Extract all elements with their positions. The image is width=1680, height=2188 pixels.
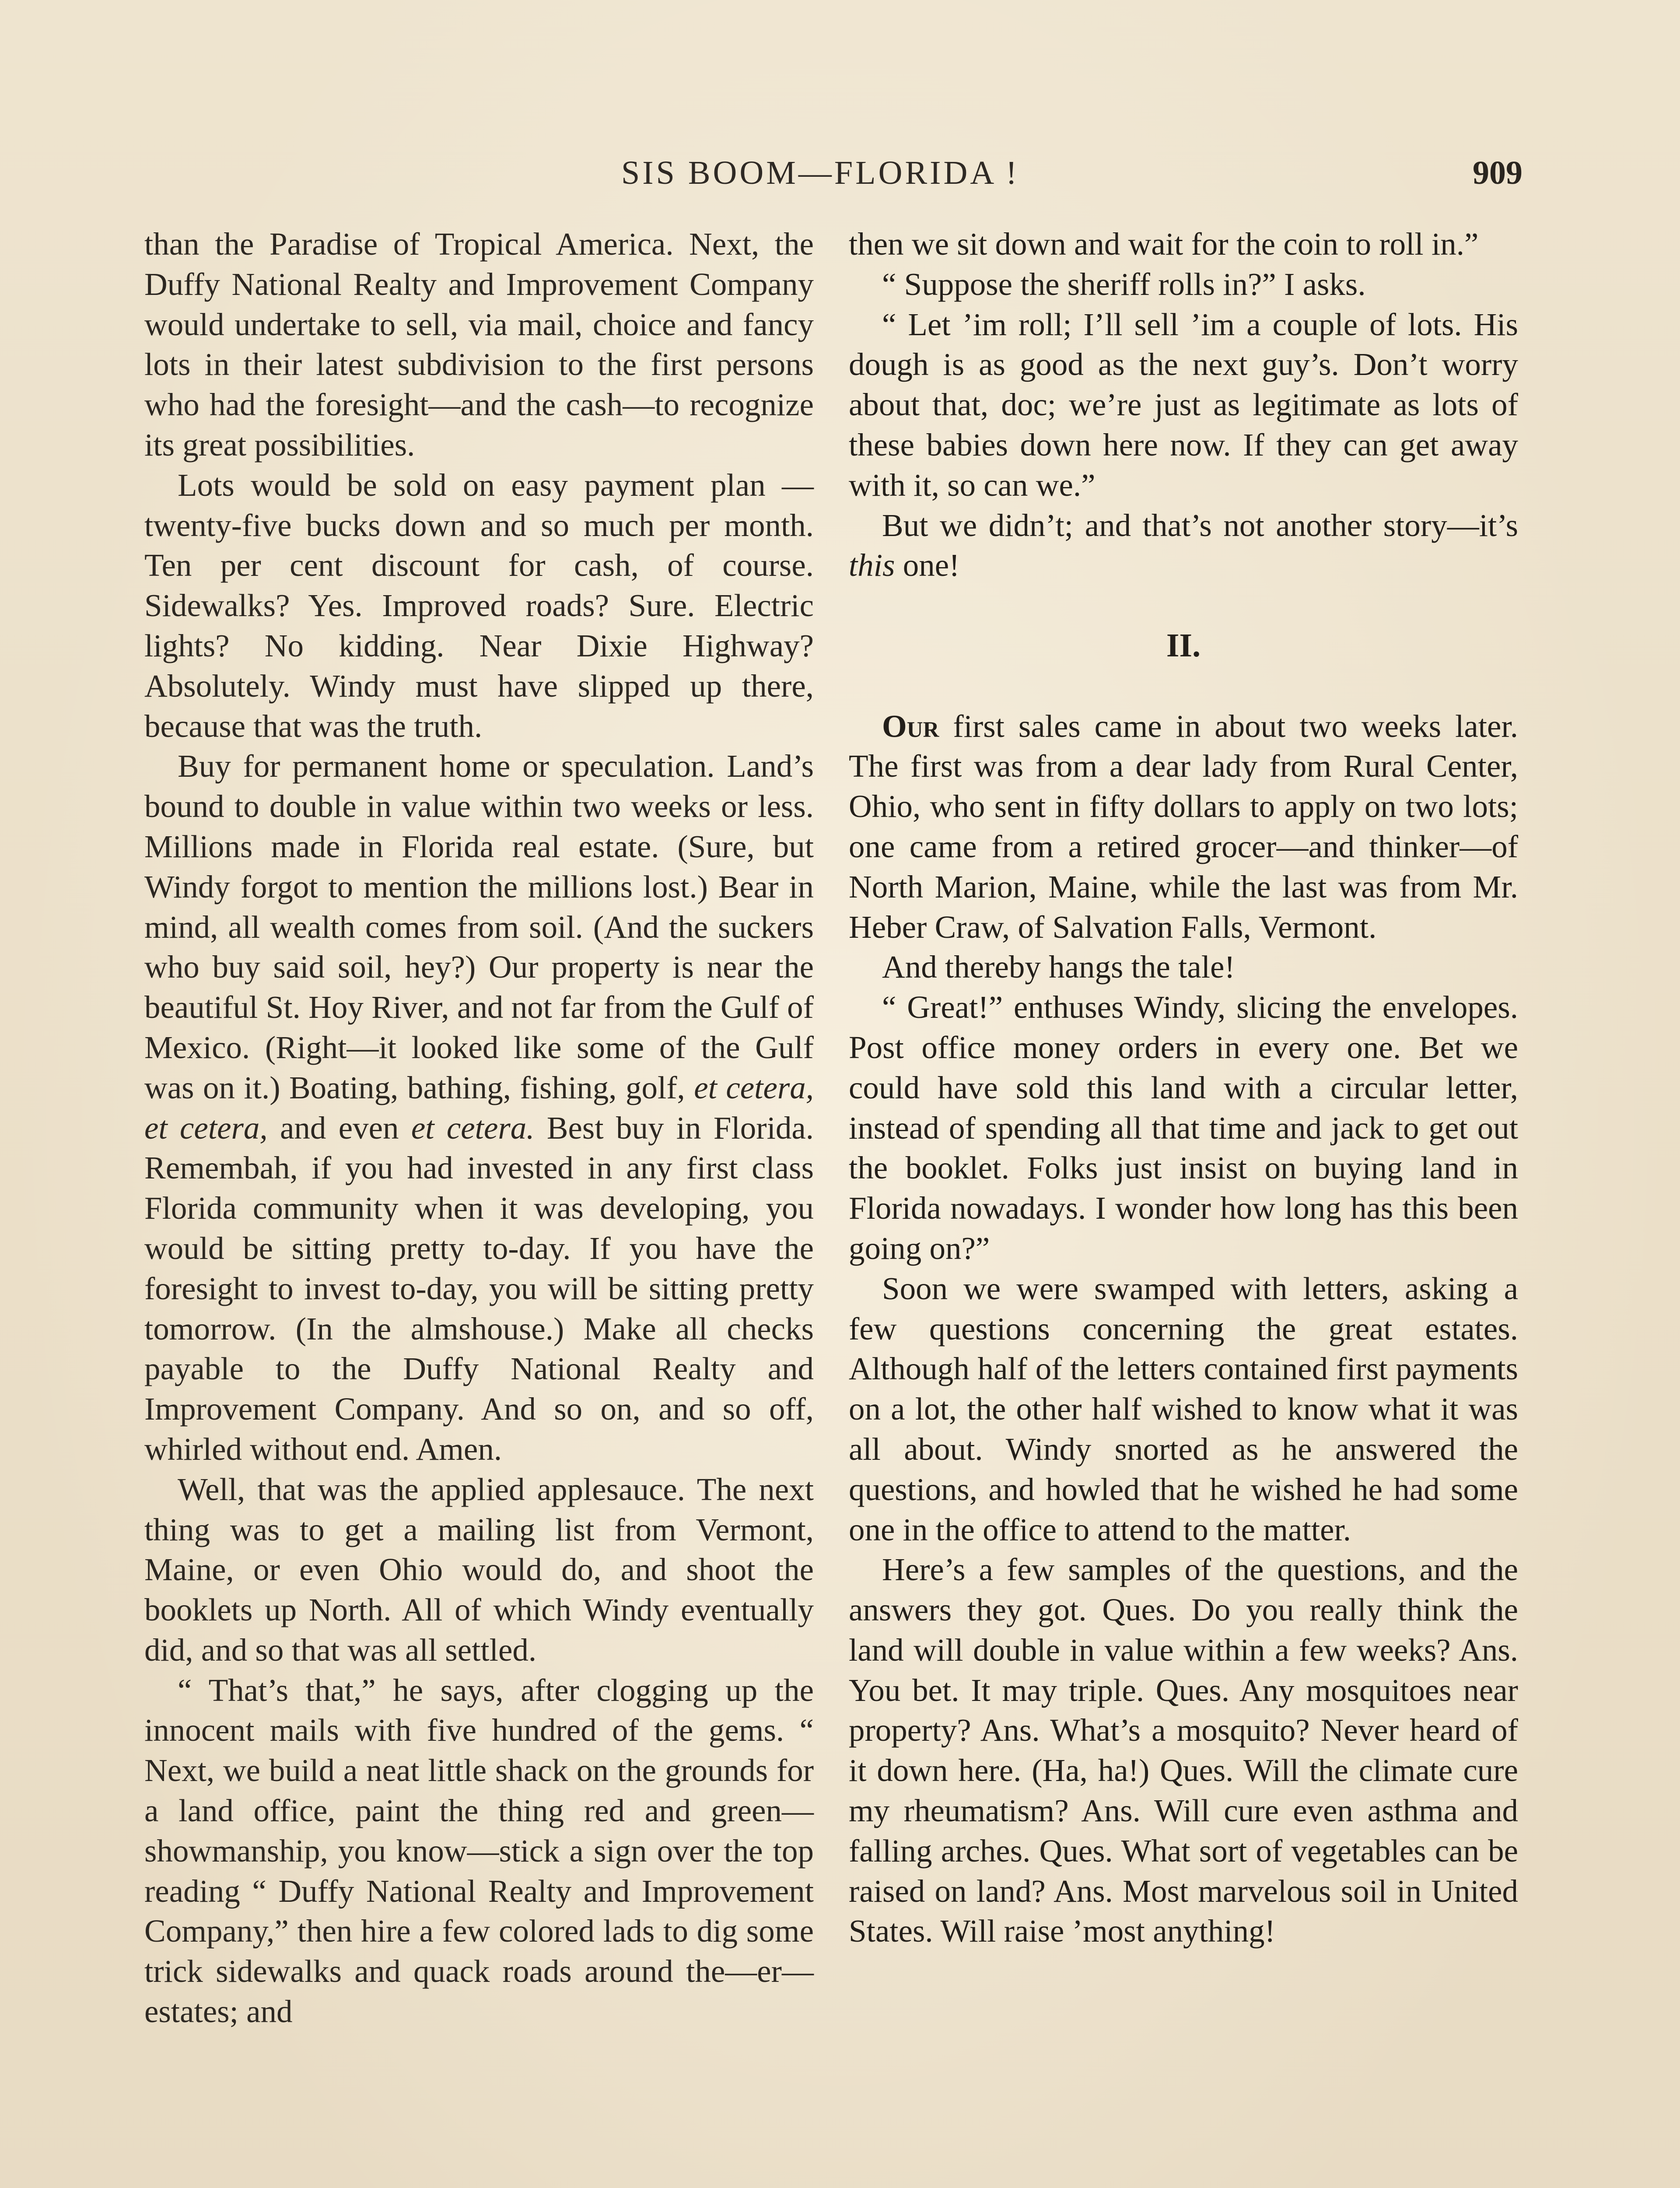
- paragraph-text: Buy for permanent home or speculation. Land’s bound to double in value within two weeks or less. Millions made in Florida real estate. (Sure, but Windy forgot to mention the millions lost.) Bear in mind, all wealth comes from soil. (And the suckers who buy said soil, hey?) Our property is near the beautiful St. Hoy River, and not far from the Gulf of Mexico. (Right—it looked like some of the Gulf was on it.) Boating, bathing, fishing, golf,: [144, 748, 814, 1105]
- right-column: [849, 224, 1518, 1951]
- paragraph: [849, 706, 1518, 947]
- paragraph: [144, 746, 814, 1469]
- paragraph: Well, that was the applied applesauce. The next thing was to get a mailing list from Vermont, Maine, or even Ohio would do, and shoot the booklets up North. All of which Windy eventually did, and so that was all settled.: [144, 1471, 814, 1668]
- section-heading: II.: [1166, 627, 1201, 664]
- running-head: [0, 149, 1680, 197]
- paragraph-text: and even: [267, 1110, 411, 1146]
- italic-text: this: [849, 547, 895, 583]
- lead-in-word: Our: [882, 708, 939, 744]
- paragraph: “ Great!” enthuses Windy, slicing the envelopes. Post office money orders in every one. Bet we could have sold this land with a circular letter, instead of spending all that time and jack to get out the booklet. Folks just insist on buying land in Florida nowadays. I wonder how long has this been going on?”: [849, 989, 1518, 1266]
- italic-text: et cetera.: [411, 1110, 535, 1146]
- paragraph: “ Suppose the sheriff rolls in?” I asks.: [882, 266, 1366, 302]
- paragraph: than the Paradise of Tropical America. Next, the Duffy National Realty and Improvement Company would undertake to sell, via mail, choice and fancy lots in their latest subdivision to the first persons who had the foresight—and the cash—to recognize its great possibilities.: [144, 226, 814, 463]
- paragraph-text: Best buy in Florida. Remembah, if you had invested in any first class Florida community when it was developing, you would be sitting pretty to-day. If you have the foresight to invest to-day, you will be sitting pretty tomorrow. (In the almshouse.) Make all checks payable to the Duffy National Realty and Improvement Company. And so on, and so off, whirled without end. Amen.: [144, 1110, 814, 1467]
- italic-text: et cetera, et cetera,: [144, 1069, 814, 1146]
- paragraph: [849, 505, 1518, 586]
- paragraph: And thereby hangs the tale!: [882, 949, 1235, 985]
- paragraph: then we sit down and wait for the coin to roll in.”: [849, 226, 1479, 262]
- paragraph: “ Let ’im roll; I’ll sell ’im a couple of lots. His dough is as good as the next guy’s. Don’t worry about that, doc; we’re just as legitimate as lots of these babies down here now. If they can get away with it, so can we.”: [849, 306, 1518, 503]
- paragraph: Lots would be sold on easy payment plan —twenty-five bucks down and so much per month. Ten per cent discount for cash, of course. Sidewalks? Yes. Improved roads? Sure. Electric lights? No kidding. Near Dixie Highway? Absolutely. Windy must have slipped up there, because that was the truth.: [144, 467, 814, 744]
- page-number: 909: [1473, 154, 1522, 191]
- paragraph: Here’s a few samples of the questions, and the answers they got. Ques. Do you really think the land will double in value within a few weeks? Ans. You bet. It may triple. Ques. Any mosquitoes near property? Ans. What’s a mosquito? Never heard of it down here. (Ha, ha!) Ques. Will the climate cure my rheumatism? Ans. Will cure even asthma and falling arches. Ques. What sort of vegetables can be raised on land? Ans. Most marvelous soil in United States. Will raise ’most anything!: [849, 1552, 1518, 1949]
- paragraph-text: But we didn’t; and that’s not another story—it’s: [882, 507, 1518, 543]
- running-head-title: SIS BOOM—FLORIDA !: [621, 154, 1020, 191]
- paragraph: “ That’s that,” he says, after clogging up the innocent mails with five hundred of the gems. “ Next, we build a neat little shack on the grounds for a land office, paint the thing red and green—showmanship, you know—stick a sign over the top reading “ Duffy National Realty and Improvement Company,” then hire a few colored lads to dig some trick sidewalks and quack roads around the—er—estates; and: [144, 1672, 814, 2030]
- left-column: [144, 224, 814, 2032]
- paragraph-text: one!: [895, 547, 960, 583]
- paragraph-text: first sales came in about two weeks later. The first was from a dear lady from Rural Center, Ohio, who sent in fifty dollars to apply on two lots; one came from a retired grocer—and thinker—of North Marion, Maine, while the last was from Mr. Heber Craw, of Salvation Falls, Vermont.: [849, 708, 1518, 945]
- paragraph: Soon we were swamped with letters, asking a few questions concerning the great estates. Although half of the letters contained first payments on a lot, the other half wished to know what it was all about. Windy snorted as he answered the questions, and howled that he wished he had some one in the office to attend to the matter.: [849, 1270, 1518, 1547]
